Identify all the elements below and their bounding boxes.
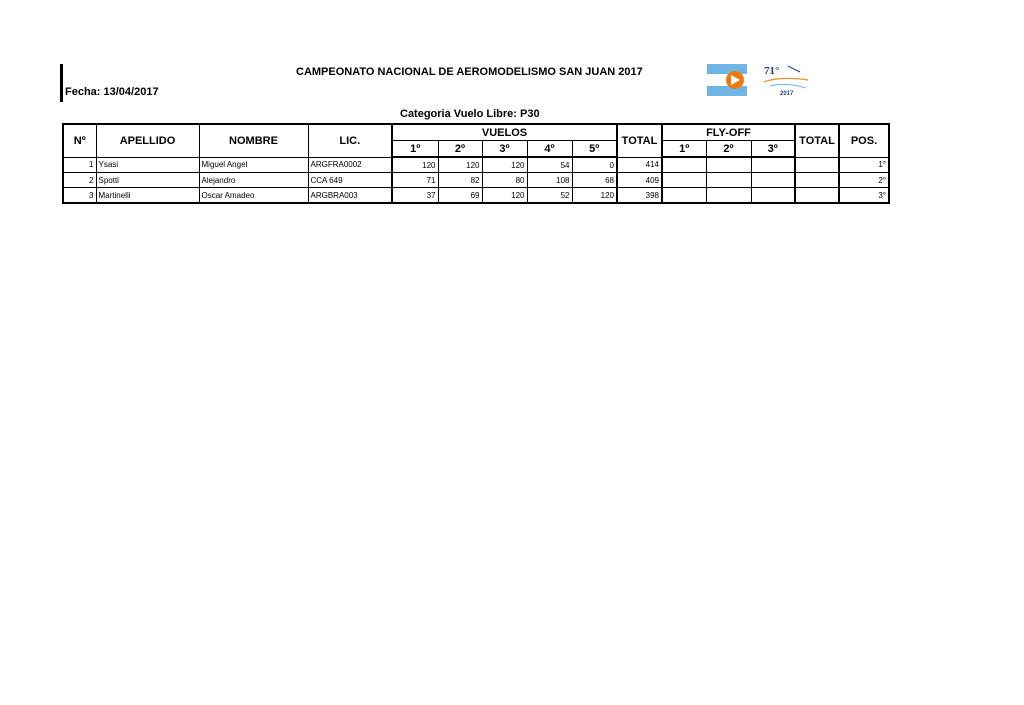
header-flyoff-1: 1º xyxy=(662,141,706,158)
cell-flyoff-3 xyxy=(751,188,795,204)
cell-vuelo-2: 69 xyxy=(438,188,482,204)
cell-flyoff-1 xyxy=(662,188,706,204)
cell-total-2 xyxy=(795,157,839,173)
cell-vuelo-4: 52 xyxy=(527,188,572,204)
cell-total: 409 xyxy=(617,173,662,188)
cell-vuelo-5: 68 xyxy=(572,173,617,188)
header-vuelo-5: 5º xyxy=(572,141,617,158)
event-logo-swoosh-2 xyxy=(770,84,806,88)
cell-vuelo-4: 54 xyxy=(527,157,572,173)
cell-nombre: Oscar Amadeo xyxy=(199,188,308,204)
cell-vuelo-4: 108 xyxy=(527,173,572,188)
cell-apellido: Martinelli xyxy=(96,188,199,204)
cell-vuelo-2: 120 xyxy=(438,157,482,173)
header-pos: POS. xyxy=(839,124,889,157)
header-flyoff-3: 3º xyxy=(751,141,795,158)
cell-vuelo-2: 82 xyxy=(438,173,482,188)
cell-vuelo-5: 0 xyxy=(572,157,617,173)
header-nombre: NOMBRE xyxy=(199,124,308,157)
header-vuelo-4: 4º xyxy=(527,141,572,158)
header-vuelo-1: 1º xyxy=(392,141,438,158)
left-margin-bar xyxy=(60,64,63,102)
header-vuelo-3: 3º xyxy=(482,141,527,158)
results-table xyxy=(62,123,890,204)
cell-vuelo-1: 71 xyxy=(392,173,438,188)
cell-pos: 1° xyxy=(839,157,889,173)
header-lic: LIC. xyxy=(308,124,392,157)
cell-flyoff-2 xyxy=(706,188,751,204)
header-flyoff-2: 2º xyxy=(706,141,751,158)
cell-apellido: Ysasi xyxy=(96,157,199,173)
cell-total: 398 xyxy=(617,188,662,204)
table-row xyxy=(63,157,889,173)
cell-total-2 xyxy=(795,173,839,188)
header-no: Nº xyxy=(63,124,96,157)
cell-vuelo-1: 120 xyxy=(392,157,438,173)
cell-nombre: Miguel Angel xyxy=(199,157,308,173)
argentina-flag-logo xyxy=(707,64,747,96)
cell-apellido: Spotti xyxy=(96,173,199,188)
cell-flyoff-3 xyxy=(751,157,795,173)
cell-vuelo-1: 37 xyxy=(392,188,438,204)
cell-lic: ARGFRA0002 xyxy=(308,157,392,173)
cell-vuelo-5: 120 xyxy=(572,188,617,204)
cell-pos: 2° xyxy=(839,173,889,188)
cell-flyoff-3 xyxy=(751,173,795,188)
cell-no: 2 xyxy=(63,173,96,188)
cell-vuelo-3: 80 xyxy=(482,173,527,188)
cell-lic: CCA 649 xyxy=(308,173,392,188)
cell-pos: 3° xyxy=(839,188,889,204)
header-apellido: APELLIDO xyxy=(96,124,199,157)
cell-nombre: Alejandro xyxy=(199,173,308,188)
header-vuelos: VUELOS xyxy=(392,124,617,141)
event-logo-swoosh xyxy=(764,78,808,82)
cell-lic: ARGBRA003 xyxy=(308,188,392,204)
date-label: Fecha: 13/04/2017 xyxy=(65,86,159,98)
cell-vuelo-3: 120 xyxy=(482,188,527,204)
cell-total: 414 xyxy=(617,157,662,173)
event-71-logo xyxy=(760,62,812,98)
cell-flyoff-2 xyxy=(706,157,751,173)
cell-flyoff-1 xyxy=(662,173,706,188)
header-total: TOTAL xyxy=(617,124,662,157)
table-row xyxy=(63,173,889,188)
event-logo-year: 2017 xyxy=(780,91,794,97)
cell-total-2 xyxy=(795,188,839,204)
page-title: CAMPEONATO NACIONAL DE AEROMODELISMO SAN JUAN 2017 xyxy=(296,66,643,78)
table-row xyxy=(63,188,889,204)
header-total-2: TOTAL xyxy=(795,124,839,157)
cell-flyoff-2 xyxy=(706,173,751,188)
cell-no: 3 xyxy=(63,188,96,204)
cell-vuelo-3: 120 xyxy=(482,157,527,173)
category-title: Categoria Vuelo Libre: P30 xyxy=(400,108,540,120)
header-vuelo-2: 2º xyxy=(438,141,482,158)
header-flyoff: FLY-OFF xyxy=(662,124,795,141)
cell-no: 1 xyxy=(63,157,96,173)
event-logo-number: 71° xyxy=(764,65,780,77)
flag-top-stripe xyxy=(707,64,747,74)
event-logo-plane xyxy=(788,66,800,72)
flag-bottom-stripe xyxy=(707,86,747,96)
cell-flyoff-1 xyxy=(662,157,706,173)
